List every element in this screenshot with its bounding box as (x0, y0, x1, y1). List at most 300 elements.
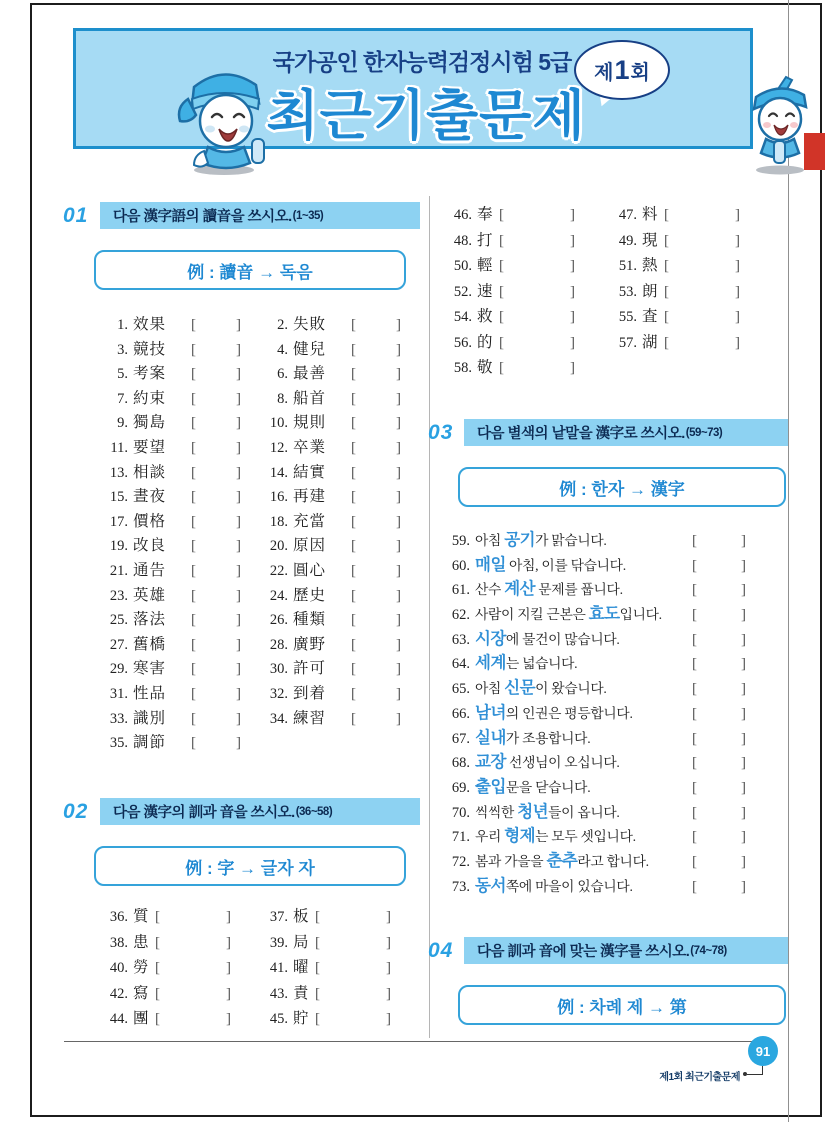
sentence-row (442, 798, 746, 823)
question-item (607, 253, 772, 279)
question-hanja: 識別 (133, 709, 167, 727)
question-number: 7. (117, 390, 128, 407)
question-number: 47. (618, 207, 637, 223)
question-number: 22. (269, 562, 288, 579)
question-hanja: 結實 (293, 463, 327, 481)
answer-bracket-open: [ (692, 631, 697, 648)
sentence-row (442, 724, 746, 749)
answer-bracket-close: ] (226, 1011, 231, 1027)
question-number: 38. (109, 934, 128, 951)
answer-bracket-close: ] (741, 607, 746, 624)
highlighted-word: 세계 (475, 654, 506, 673)
badge-text: 제 (594, 61, 614, 84)
answer-bracket-close: ] (236, 710, 241, 727)
footer-rule (64, 1041, 752, 1042)
sentence-text: 씩씩한 청년들이 옵니다. (475, 802, 620, 821)
question-item (258, 558, 418, 583)
answer-bracket-open: [ (499, 232, 504, 249)
sentence-row (442, 872, 746, 897)
answer-bracket-open: [ (191, 415, 196, 432)
question-number: 33. (109, 710, 128, 727)
answer-bracket-close: ] (741, 582, 746, 599)
highlighted-word: 형제 (504, 827, 536, 846)
question-hanja: 患 (133, 933, 150, 951)
question-number: 49. (618, 232, 637, 249)
question-item (98, 632, 258, 657)
question-number: 43. (269, 985, 288, 1002)
question-item (258, 656, 418, 681)
answer-bracket-open: [ (315, 934, 320, 951)
sentence-text: 시장에 물건이 많습니다. (475, 629, 620, 648)
answer-brackets (692, 731, 746, 748)
question-hanja: 廣野 (293, 635, 327, 653)
answer-bracket-close: ] (226, 960, 231, 976)
question-number: 17. (109, 513, 128, 530)
question-hanja: 舊橋 (133, 635, 167, 653)
question-number: 66. (451, 705, 470, 722)
highlighted-word: 신문 (504, 679, 536, 698)
answer-bracket-open: [ (351, 587, 356, 604)
question-number: 13. (109, 464, 128, 481)
answer-bracket-close: ] (396, 366, 401, 383)
footer-label: 제1회 최근기출문제 (659, 1072, 740, 1083)
question-item (98, 386, 258, 411)
heading-text: 다음 漢字의 訓과 音을 쓰시오. (113, 805, 295, 821)
answer-bracket-close: ] (236, 636, 241, 653)
example-box-02 (94, 846, 406, 886)
answer-bracket-open: [ (692, 533, 697, 549)
example-box-01 (94, 250, 406, 290)
answer-bracket-open: [ (692, 607, 697, 624)
sentence-text: 매일 아침, 이를 닦습니다. (475, 555, 626, 574)
question-number: 10. (269, 415, 288, 432)
answer-bracket-close: ] (236, 538, 241, 555)
question-hanja: 奉 (477, 206, 494, 223)
question-hanja: 練習 (293, 709, 327, 727)
answer-bracket-open: [ (351, 366, 356, 383)
answer-brackets (692, 805, 746, 822)
answer-bracket-close: ] (741, 631, 746, 648)
answer-bracket-close: ] (741, 755, 746, 772)
highlighted-word: 계산 (504, 580, 536, 599)
answer-bracket-open: [ (191, 587, 196, 604)
answer-bracket-open: [ (191, 317, 196, 333)
question-number: 52. (453, 283, 472, 300)
answer-bracket-open: [ (191, 489, 196, 506)
question-row (98, 410, 422, 435)
answer-bracket-close: ] (386, 960, 391, 976)
question-row (98, 386, 422, 411)
question-number: 6. (277, 366, 288, 383)
question-hanja: 責 (293, 984, 310, 1002)
section-03-heading (464, 419, 788, 446)
heading-text: 다음 별색의 낱말을 漢字로 쓰시오. (477, 426, 685, 442)
question-item (442, 330, 607, 356)
answer-bracket-open: [ (499, 258, 504, 274)
question-number: 15. (109, 489, 128, 506)
question-hanja: 卒業 (293, 438, 327, 456)
example-text: 例 : 한자 → 漢字 (559, 479, 685, 499)
question-row (98, 583, 422, 608)
question-item (98, 410, 258, 435)
question-number: 41. (269, 960, 288, 976)
question-number: 27. (109, 636, 128, 653)
sentence-list-03 (442, 526, 746, 896)
question-hanja: 勞 (133, 959, 150, 976)
answer-bracket-close: ] (236, 735, 241, 752)
answer-bracket-open: [ (351, 464, 356, 481)
answer-bracket-close: ] (735, 309, 740, 325)
question-item (98, 607, 258, 632)
answer-bracket-close: ] (396, 562, 401, 579)
sentence-row (442, 649, 746, 674)
answer-bracket-close: ] (236, 415, 241, 432)
answer-bracket-open: [ (191, 710, 196, 727)
question-item (258, 583, 418, 608)
heading-text: 다음 訓과 音에 맞는 漢字를 쓰시오. (477, 944, 690, 960)
answer-bracket-open: [ (351, 513, 356, 530)
question-row (98, 904, 422, 930)
question-item (258, 509, 418, 534)
highlighted-word: 남녀 (475, 703, 506, 722)
answer-bracket-open: [ (191, 538, 196, 555)
question-number: 19. (109, 538, 128, 555)
question-row (442, 330, 778, 356)
question-item (258, 706, 418, 731)
answer-bracket-open: [ (692, 755, 697, 772)
answer-bracket-open: [ (499, 360, 504, 376)
question-number: 70. (451, 804, 470, 821)
sentence-text: 출입문을 닫습니다. (475, 777, 591, 796)
question-number: 2. (277, 317, 288, 333)
question-row (98, 955, 422, 981)
answer-bracket-open: [ (351, 341, 356, 358)
question-item (258, 484, 418, 509)
question-number: 45. (269, 1011, 288, 1027)
answer-bracket-close: ] (741, 557, 746, 574)
answer-bracket-close: ] (236, 587, 241, 604)
question-number: 5. (117, 366, 128, 383)
sentence-row (442, 748, 746, 773)
question-hanja: 獨島 (133, 414, 167, 432)
question-grid-02 (98, 904, 422, 1032)
question-item (98, 509, 258, 534)
question-hanja: 船首 (293, 389, 327, 407)
question-number: 26. (269, 612, 288, 629)
question-number: 39. (269, 934, 288, 951)
question-number: 34. (269, 710, 288, 727)
question-number: 28. (269, 636, 288, 653)
question-row (442, 304, 778, 330)
answer-bracket-open: [ (155, 960, 160, 976)
question-hanja: 質 (133, 908, 150, 925)
sentence-text: 우리 형제는 모두 셋입니다. (475, 827, 636, 846)
question-item (442, 279, 607, 305)
answer-bracket-close: ] (396, 661, 401, 678)
answer-brackets (692, 879, 746, 896)
question-item (442, 253, 607, 279)
answer-bracket-open: [ (351, 685, 356, 702)
question-item (98, 312, 258, 337)
answer-bracket-close: ] (741, 779, 746, 796)
question-number: 20. (269, 538, 288, 555)
answer-bracket-close: ] (570, 258, 575, 274)
answer-bracket-close: ] (396, 710, 401, 727)
question-hanja: 英雄 (133, 586, 167, 604)
question-row (98, 1006, 422, 1032)
question-item (258, 681, 418, 706)
question-row (98, 435, 422, 460)
example-text: 例 : 讀音 → 독음 (187, 262, 313, 282)
answer-bracket-close: ] (741, 730, 746, 747)
answer-bracket-close: ] (236, 341, 241, 358)
answer-bracket-close: ] (236, 661, 241, 678)
question-number: 37. (269, 909, 288, 925)
answer-brackets (692, 656, 746, 673)
question-item (98, 730, 258, 755)
example-text: 例 : 字 → 글자 자 (185, 858, 315, 878)
question-row (98, 509, 422, 534)
question-hanja: 湖 (642, 333, 659, 351)
answer-bracket-open: [ (191, 735, 196, 752)
question-item (607, 304, 772, 330)
question-item (258, 435, 418, 460)
answer-bracket-close: ] (226, 909, 231, 925)
question-grid-46-58 (442, 202, 778, 381)
question-hanja: 寒害 (133, 660, 167, 678)
question-number: 46. (453, 207, 472, 223)
answer-bracket-close: ] (741, 533, 746, 549)
question-item (442, 304, 607, 330)
question-number: 72. (451, 853, 470, 870)
answer-bracket-close: ] (741, 829, 746, 846)
question-number: 9. (117, 415, 128, 432)
answer-bracket-close: ] (236, 390, 241, 407)
answer-bracket-close: ] (236, 464, 241, 481)
answer-bracket-open: [ (499, 309, 504, 325)
question-hanja: 失敗 (293, 316, 327, 333)
question-item (442, 355, 607, 381)
question-hanja: 考案 (133, 365, 167, 383)
question-number: 30. (269, 661, 288, 678)
question-hanja: 通告 (133, 561, 167, 579)
section-02-heading (100, 798, 420, 825)
question-hanja: 速 (477, 282, 494, 300)
example-box-04 (458, 985, 786, 1025)
section-01-number: 01 (63, 204, 89, 227)
answer-bracket-open: [ (191, 562, 196, 579)
answer-bracket-close: ] (570, 360, 575, 376)
question-row (98, 632, 422, 657)
question-number: 36. (109, 909, 128, 925)
answer-bracket-open: [ (351, 489, 356, 506)
answer-bracket-open: [ (692, 779, 697, 796)
answer-bracket-close: ] (396, 587, 401, 604)
answer-bracket-close: ] (396, 464, 401, 481)
section-01-heading (100, 202, 420, 229)
answer-bracket-open: [ (155, 985, 160, 1002)
answer-bracket-open: [ (315, 985, 320, 1002)
question-number: 57. (618, 334, 637, 351)
answer-bracket-open: [ (692, 878, 697, 895)
answer-bracket-open: [ (351, 636, 356, 653)
question-hanja: 團 (133, 1010, 150, 1027)
question-row (98, 337, 422, 362)
answer-bracket-close: ] (741, 804, 746, 821)
section-04-number: 04 (428, 939, 454, 962)
question-hanja: 許可 (293, 660, 327, 678)
answer-bracket-open: [ (692, 582, 697, 599)
sentence-text: 교장 선생님이 오십니다. (475, 753, 620, 772)
question-item (258, 312, 418, 337)
question-number: 31. (109, 685, 128, 702)
answer-bracket-open: [ (351, 612, 356, 629)
answer-bracket-open: [ (692, 804, 697, 821)
question-number: 69. (451, 779, 470, 796)
question-item (258, 386, 418, 411)
highlighted-word: 교장 (475, 753, 506, 772)
sentence-row (442, 847, 746, 872)
question-row (442, 253, 778, 279)
answer-bracket-open: [ (155, 909, 160, 925)
question-item (258, 930, 418, 956)
answer-bracket-open: [ (315, 909, 320, 925)
question-number: 42. (109, 985, 128, 1002)
answer-bracket-close: ] (741, 656, 746, 673)
heading-text: 다음 漢字語의 讀音을 쓰시오. (113, 209, 292, 225)
question-item (258, 337, 418, 362)
answer-bracket-open: [ (191, 612, 196, 629)
footer-connector-line (762, 1066, 763, 1074)
sentence-row (442, 526, 746, 551)
question-item (258, 410, 418, 435)
answer-bracket-close: ] (735, 334, 740, 351)
question-item (258, 1006, 418, 1032)
answer-bracket-open: [ (191, 390, 196, 407)
answer-bracket-close: ] (570, 283, 575, 300)
highlighted-word: 청년 (517, 802, 549, 821)
question-hanja: 圓心 (293, 561, 327, 579)
badge-number: 1 (614, 54, 630, 85)
question-item (258, 361, 418, 386)
question-row (98, 981, 422, 1007)
question-item (607, 202, 772, 228)
footer-connector-dot (743, 1072, 747, 1076)
highlighted-word: 시장 (475, 629, 506, 648)
answer-bracket-close: ] (396, 341, 401, 358)
answer-bracket-close: ] (236, 489, 241, 506)
question-hanja: 充當 (293, 512, 327, 530)
question-row (442, 202, 778, 228)
answer-bracket-open: [ (191, 439, 196, 456)
question-number: 58. (453, 360, 472, 376)
question-number: 4. (277, 341, 288, 358)
question-item (607, 330, 772, 356)
question-hanja: 種類 (293, 611, 327, 629)
header-banner (73, 28, 753, 149)
question-item (98, 706, 258, 731)
answer-bracket-open: [ (692, 829, 697, 846)
question-number: 3. (117, 341, 128, 358)
question-hanja: 局 (293, 933, 310, 951)
answer-bracket-open: [ (692, 681, 697, 698)
answer-brackets (692, 854, 746, 871)
question-row (98, 930, 422, 956)
question-number: 48. (453, 232, 472, 249)
answer-brackets (692, 829, 746, 846)
question-number: 24. (269, 587, 288, 604)
answer-bracket-open: [ (191, 513, 196, 530)
question-row (98, 706, 422, 731)
section-03-number: 03 (428, 421, 454, 444)
answer-bracket-open: [ (191, 366, 196, 383)
question-number: 12. (269, 439, 288, 456)
answer-bracket-open: [ (191, 636, 196, 653)
answer-brackets (692, 607, 746, 624)
question-item (98, 361, 258, 386)
example-text: 例 : 차례 제 → 第 (557, 997, 687, 1017)
answer-bracket-open: [ (191, 464, 196, 481)
answer-bracket-close: ] (741, 878, 746, 895)
question-number: 14. (269, 464, 288, 481)
highlighted-word: 공기 (504, 531, 536, 549)
sentence-row (442, 773, 746, 798)
question-hanja: 敬 (477, 359, 494, 376)
question-item (98, 930, 258, 956)
question-hanja: 曜 (293, 959, 310, 976)
question-number: 44. (109, 1011, 128, 1027)
question-number: 54. (453, 309, 472, 325)
answer-bracket-close: ] (236, 612, 241, 629)
question-hanja: 歷史 (293, 586, 327, 604)
footer-connector-line (747, 1074, 763, 1075)
answer-bracket-open: [ (692, 853, 697, 870)
answer-bracket-open: [ (499, 334, 504, 351)
answer-bracket-close: ] (396, 317, 401, 333)
question-number: 29. (109, 661, 128, 678)
question-row (442, 355, 778, 381)
question-hanja: 性品 (133, 684, 167, 702)
question-hanja: 的 (477, 333, 494, 351)
answer-bracket-close: ] (735, 207, 740, 223)
question-hanja: 改良 (133, 537, 167, 555)
sentence-row (442, 822, 746, 847)
section-04-heading (464, 937, 788, 964)
question-number: 18. (269, 513, 288, 530)
example-box-03 (458, 467, 786, 507)
answer-bracket-open: [ (351, 439, 356, 456)
answer-bracket-close: ] (236, 685, 241, 702)
question-hanja: 競技 (133, 340, 167, 358)
answer-bracket-open: [ (664, 334, 669, 351)
question-item (98, 460, 258, 485)
sentence-text: 사람이 지킬 근본은 효도입니다. (475, 605, 662, 624)
question-hanja: 板 (293, 908, 310, 925)
question-item (442, 202, 607, 228)
question-item (98, 533, 258, 558)
question-item (258, 632, 418, 657)
question-item (607, 228, 772, 254)
question-item (258, 533, 418, 558)
sentence-text: 봄과 가을을 춘추라고 합니다. (475, 851, 649, 870)
sentence-text: 실내가 조용합니다. (475, 728, 591, 747)
question-item (98, 656, 258, 681)
answer-bracket-open: [ (664, 309, 669, 325)
answer-bracket-close: ] (396, 636, 401, 653)
question-item (258, 955, 418, 981)
question-item (98, 337, 258, 362)
question-item (98, 583, 258, 608)
